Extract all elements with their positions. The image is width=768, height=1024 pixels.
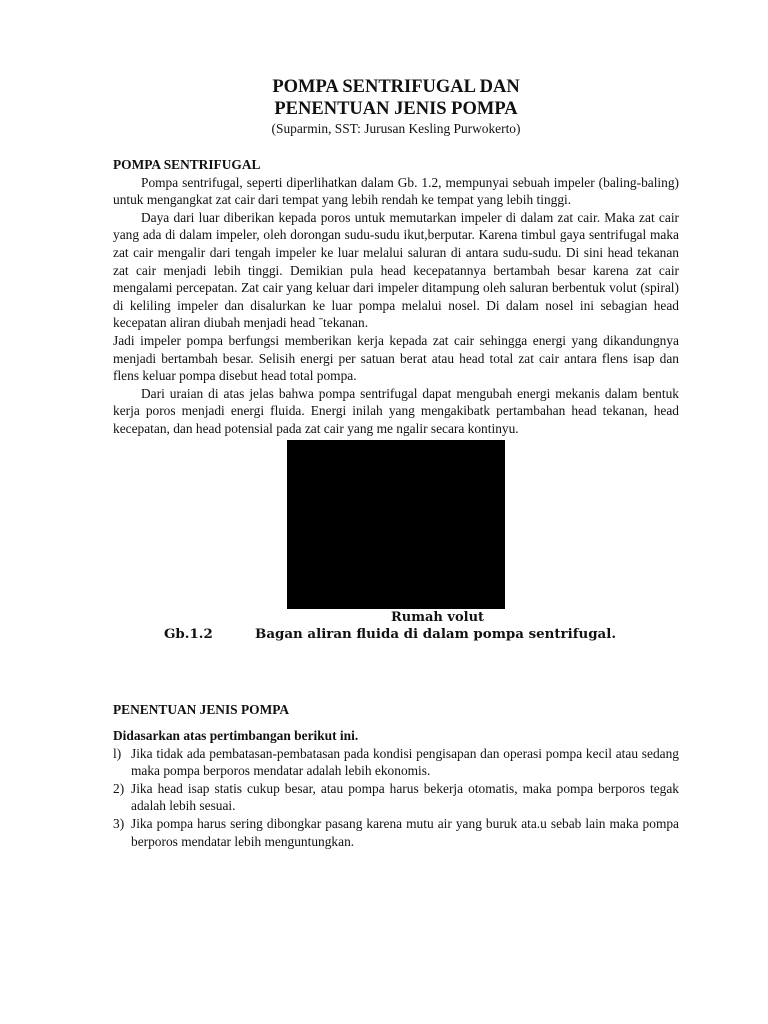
title-line-2: PENENTUAN JENIS POMPA xyxy=(274,99,518,119)
spacer xyxy=(113,648,679,701)
section-heading-pompa-sentrifugal: POMPA SENTRIFUGAL xyxy=(113,157,261,172)
paragraph-4: Dari uraian di atas jelas bahwa pompa sentrifugal dapat mengubah energi mekanis dalam bentuk kerja poros menjadi energi fluida. Energi inilah yang mengakibatk pertambahan head tekanan, head kecepatan, dan head potensial pada zat cair yang me ngalir secara kontinyu. xyxy=(113,385,679,436)
list-item-text: Jika pompa harus sering dibongkar pasang karena mutu air yang buruk ata.u sebab lain maka pompa berporos mendatar lebih menguntungkan. xyxy=(131,816,679,849)
list-item-number: 3) xyxy=(113,816,125,832)
figure-label-rumah-volut: Rumah volut xyxy=(391,609,485,625)
figure-image-placeholder xyxy=(287,440,505,609)
document-page xyxy=(113,76,679,850)
section-heading-penentuan-jenis-pompa: PENENTUAN JENIS POMPA xyxy=(113,701,290,717)
section-subheading: Didasarkan atas pertimbangan berikut ini. xyxy=(113,728,359,744)
author-line: (Suparmin, SST: Jurusan Kesling Purwokerto) xyxy=(271,121,521,136)
figure-pump-diagram xyxy=(113,438,679,648)
figure-caption xyxy=(164,625,616,644)
paragraph-3: Jadi impeler pompa berfungsi memberikan kerja kepada zat cair sehingga energi yang dikandungnya menjadi bertambah besar. Selisih energi per satuan berat atau head total zat cair antara flens isap dan flens keluar pompa disebut head total pompa. xyxy=(113,332,679,384)
list-item xyxy=(113,780,679,815)
criteria-list xyxy=(113,745,679,851)
title-line-1: POMPA SENTRIFUGAL DAN xyxy=(272,77,520,97)
figure-caption-text: Bagan aliran fluida di dalam pompa sentrifugal. xyxy=(255,625,616,642)
document-title xyxy=(113,76,679,120)
list-item-number: 2) xyxy=(113,780,125,796)
list-item-text: Jika tidak ada pembatasan-pembatasan pada kondisi pengisapan dan operasi pompa kecil atau sedang maka pompa berporos mendatar adalah lebih ekonomis. xyxy=(131,745,679,779)
paragraph-2: Daya dari luar diberikan kepada poros untuk memutarkan impeler di dalam zat cair. Maka zat cair yang ada di dalam impeler, oleh dorongan sudu-sudu ikut,berputar. Karena timbul gaya sentrifugal maka zat cair mengalir dari tengah impeler ke luar melalui saluran di antara sudu-sudu. Di sini head tekanan zat cair menjadi lebih tinggi. Demikian pula head kecepatannya bertambah besar karena zat cair mengalami percepatan. Zat cair yang keluar dari impeler ditampung oleh saluran berbentuk volut (spiral) di keliling impeler dan disalurkan ke luar pompa melalui nosel. Di dalam nosel ini sebagian head kecepatan aliran diubah menjadi head ˉtekanan. xyxy=(113,209,679,331)
list-item-number: l) xyxy=(113,745,122,761)
list-item-text: Jika head isap statis cukup besar, atau pompa harus bekerja otomatis, maka pompa berporos tegak adalah lebih sesuai. xyxy=(131,780,679,814)
paragraph-1: Pompa sentrifugal, seperti diperlihatkan dalam Gb. 1.2, mempunyai sebuah impeler (baling-baling) untuk mengangkat zat cair dari tempat yang lebih rendah ke tempat yang lebih tinggi. xyxy=(113,174,679,208)
list-item xyxy=(113,815,679,850)
list-item xyxy=(113,745,679,780)
figure-caption-number: Gb.1.2 xyxy=(164,625,213,642)
